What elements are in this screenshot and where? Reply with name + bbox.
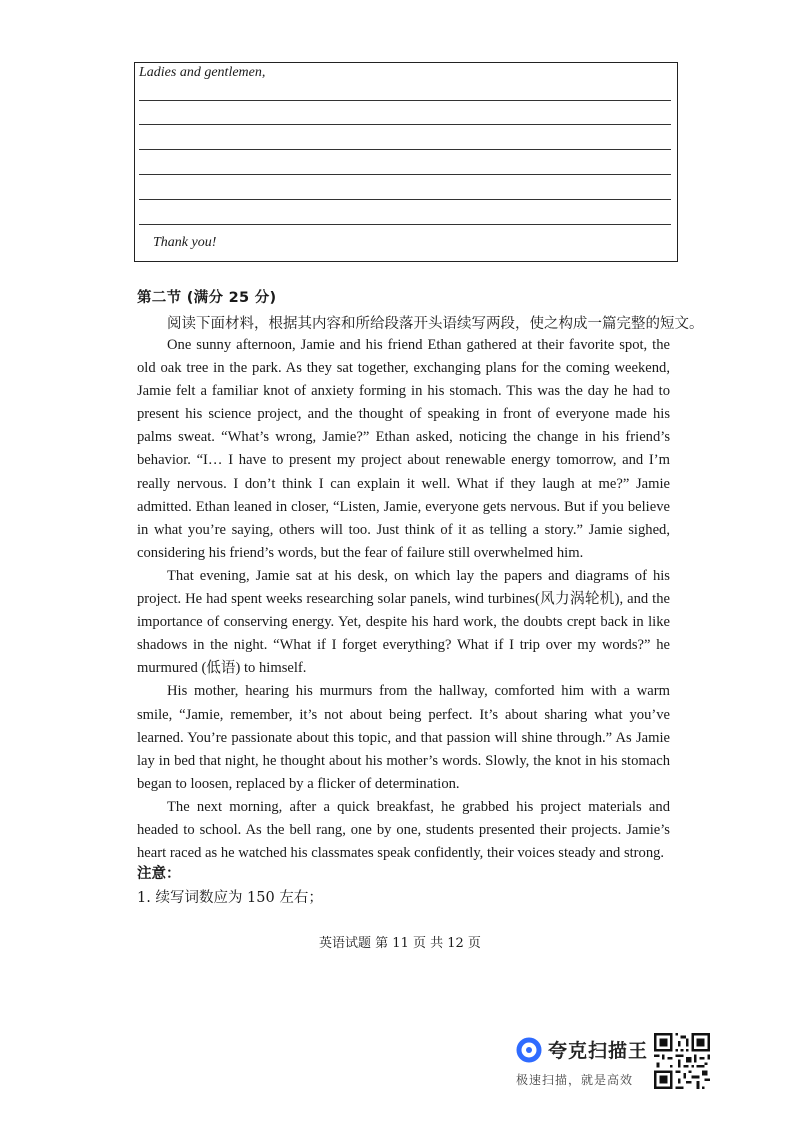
note-item: 1. 续写词数应为 150 左右；: [137, 890, 323, 906]
story-paragraph: One sunny afternoon, Jamie and his friend Ethan gathered at their favorite spot, the old oak tree in the park. As they sat together, exchanging plans for the coming weekend, Jamie felt a familiar knot of anxiety forming in his stomach. This was the day he had to present his science project, and the thought of speaking in front of everyone made his palms sweat. “What’s wrong, Jamie?” Ethan asked, noticing the change in his friend’s behavior. “I… I have to present my project about renewable energy tomorrow, and I’m really nervous. I don’t think I can explain it well. What if they laugh at me?” Jamie admitted. Ethan leaned in closer, “Listen, Jamie, everyone gets nervous. But if you believe in what you’re saying, others will too. Just think of it as telling a story.” Jamie sighed, considering his friend’s words, but the fear of failure still overwhelmed him.: [137, 337, 670, 561]
writing-rule: [139, 124, 671, 125]
scanner-brand-name: 夸克扫描王: [548, 1040, 649, 1062]
section-title: 第二节 (满分 25 分): [137, 290, 277, 306]
notes-heading: 注意：: [137, 866, 181, 882]
box-opening-text: Ladies and gentlemen,: [139, 65, 266, 80]
story-paragraph: That evening, Jamie sat at his desk, on which lay the papers and diagrams of his project. He had spent weeks researching solar panels, wind turbines(风力涡轮机), and the importance of conserving energy. Yet, despite his hard work, the doubts crept back in like shadows in the night. “What if I forget everything? What if I trip over my words?” he murmured (低语) to himself.: [137, 567, 670, 677]
scanner-watermark: [516, 1036, 648, 1096]
writing-rule: [139, 199, 671, 200]
page-footer: 英语试题 第 11 页 共 12 页: [319, 936, 481, 951]
section-instructions: 阅读下面材料，根据其内容和所给段落开头语续写两段，使之构成一篇完整的短文。: [167, 316, 704, 332]
writing-rule: [139, 174, 671, 175]
writing-rule: [139, 100, 671, 101]
story-paragraph: The next morning, after a quick breakfast, he grabbed his project materials and headed to school. As the bell rang, one by one, students presented their projects. Jamie’s heart raced as he watched his classmates speak confidently, their voices steady and strong.: [137, 798, 670, 862]
writing-rule: [139, 149, 671, 150]
story-passage: [137, 334, 670, 865]
story-paragraph: His mother, hearing his murmurs from the hallway, comforted him with a warm smile, “Jamie, remember, it’s not about being perfect. It’s about sharing what you’ve learned. You’re passionate about this topic, and that passion will shine through.” As Jamie lay in bed that night, he thought about his mother’s words. Slowly, the knot in his stomach began to loosen, replaced by a flicker of determination.: [137, 683, 670, 792]
box-closing-text: Thank you!: [153, 235, 217, 250]
qr-code-icon: [654, 1033, 710, 1089]
writing-rule: [139, 224, 671, 225]
scanner-logo-icon: [516, 1037, 542, 1063]
answer-box: [134, 62, 678, 262]
scanner-slogan: 极速扫描，就是高效: [516, 1073, 634, 1087]
